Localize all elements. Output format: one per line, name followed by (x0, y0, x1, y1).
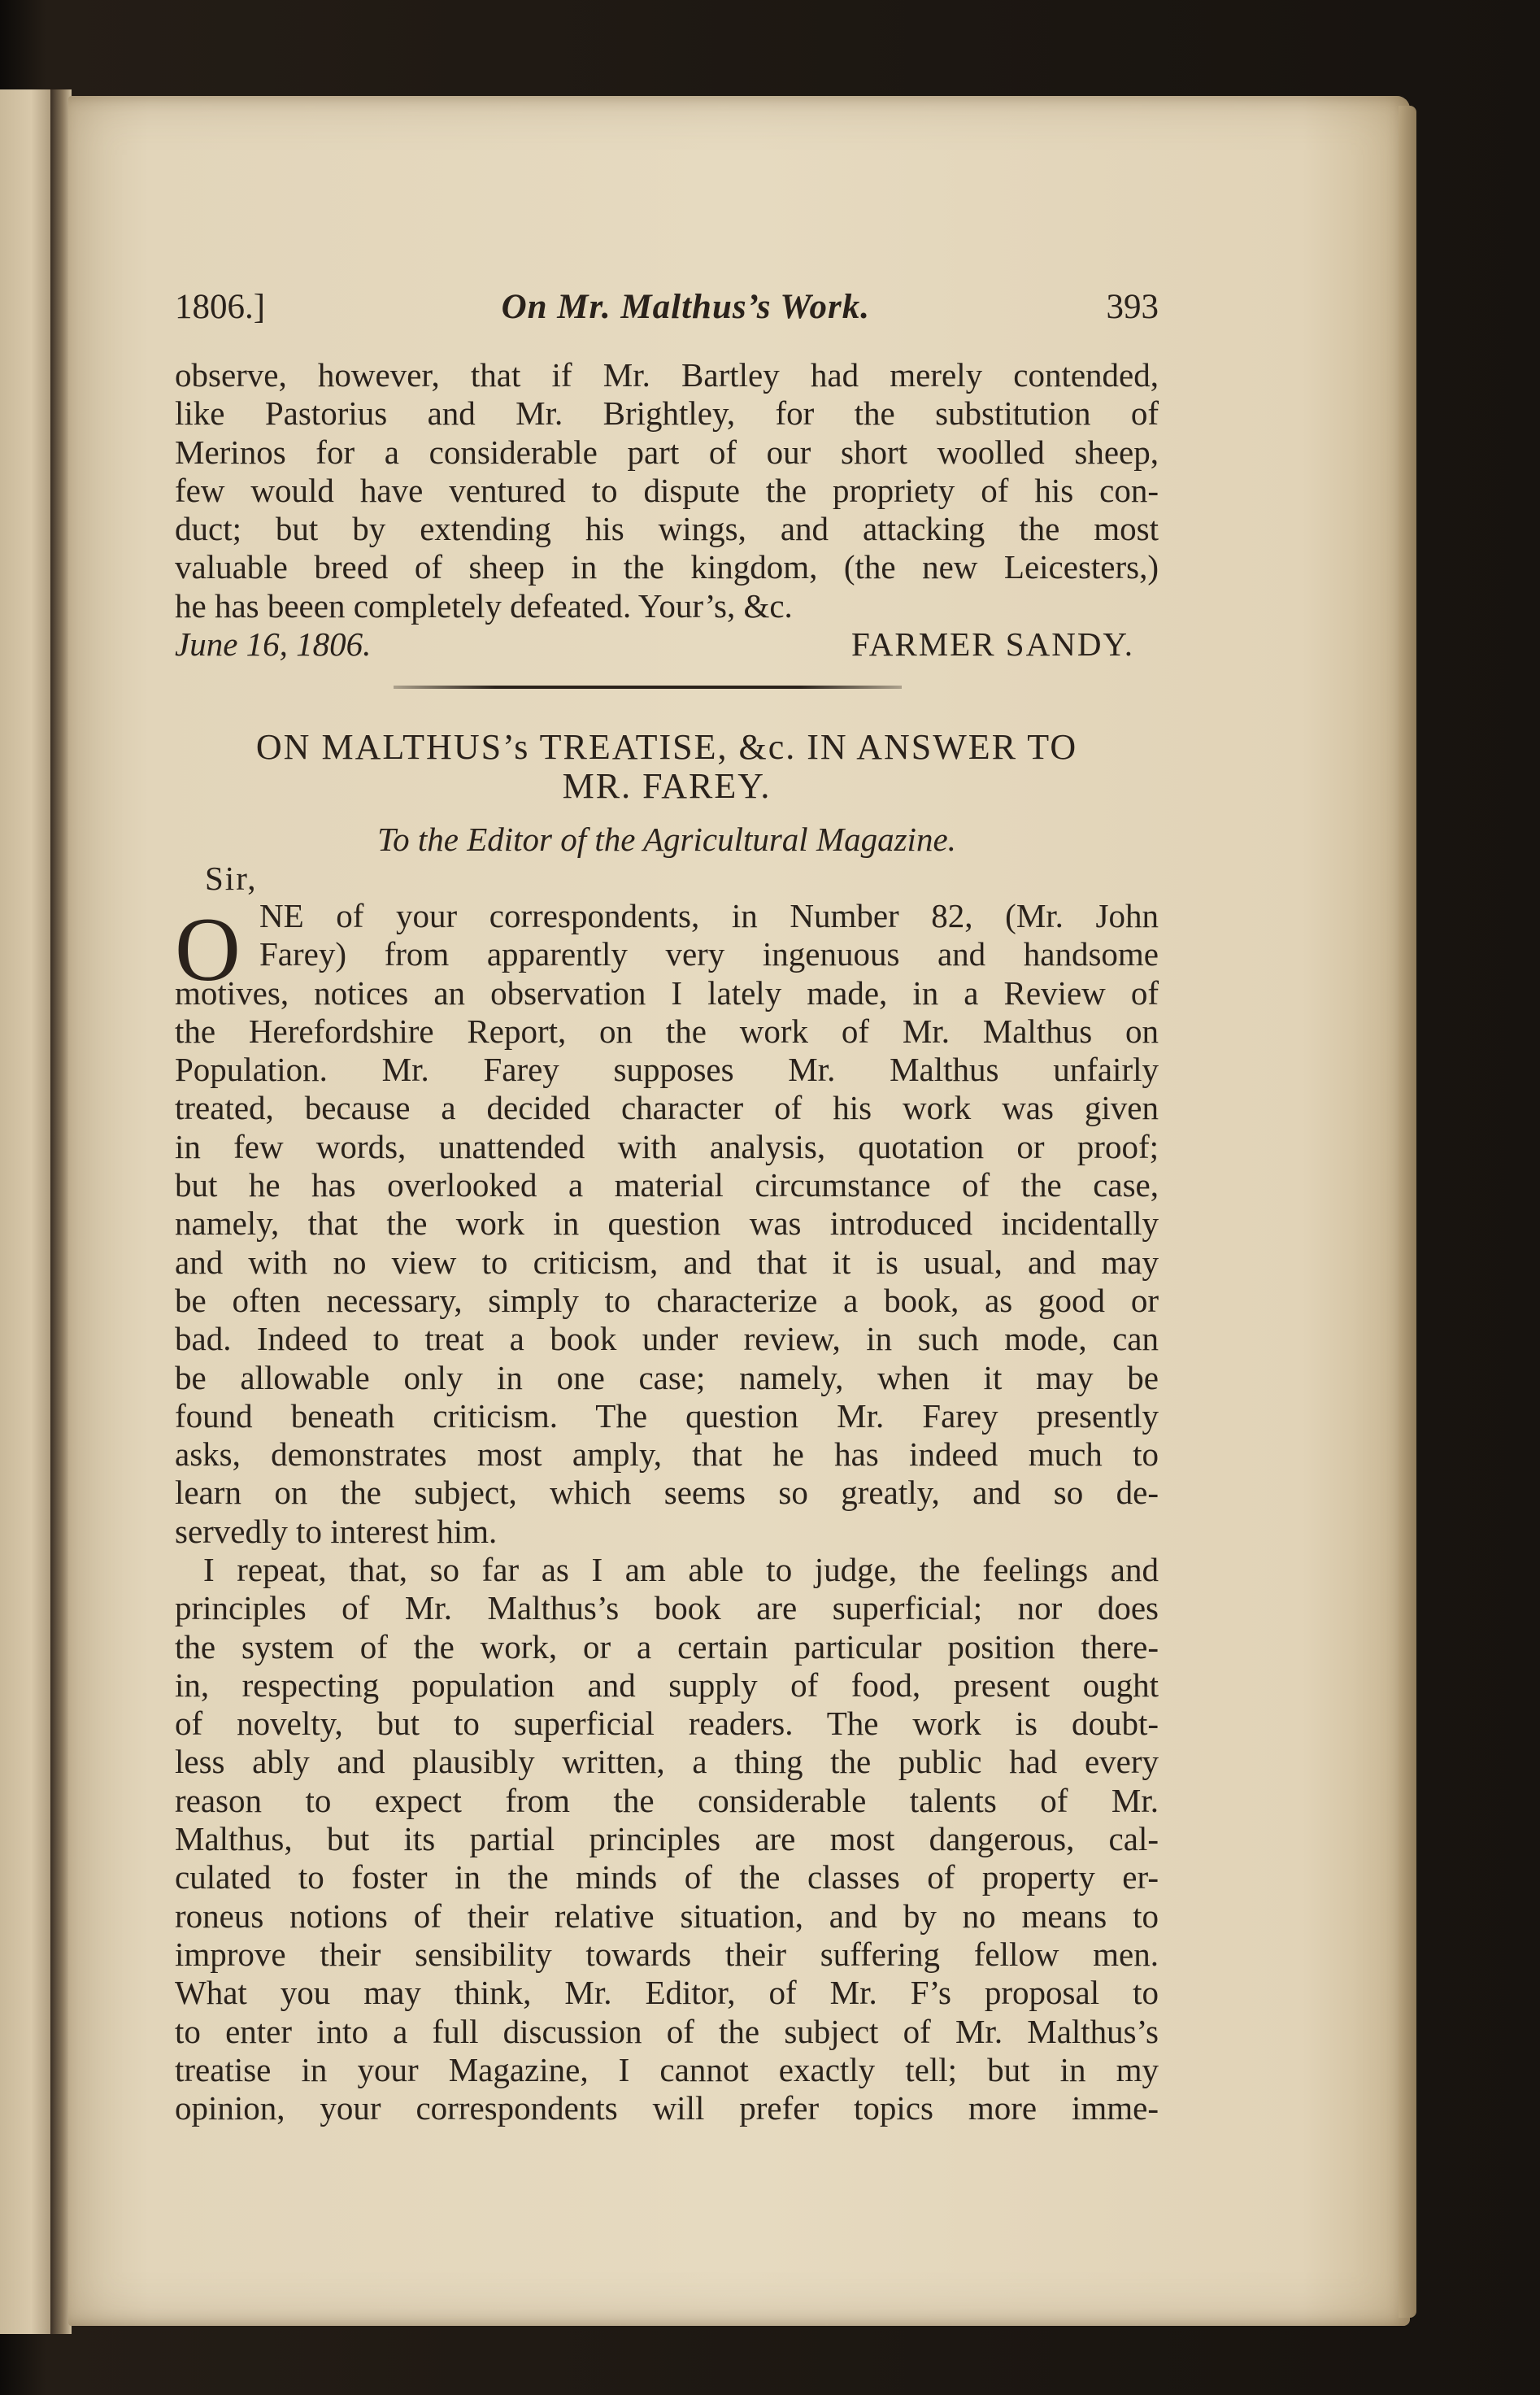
text-line: and with no view to criticism, and that it is usual, and may (175, 1243, 1159, 1281)
text-line: but he has overlooked a material circumstance of the case, (175, 1166, 1159, 1204)
header-year: 1806.] (175, 288, 266, 326)
header-title: On Mr. Malthus’s Work. (501, 288, 870, 326)
page-number: 393 (1106, 288, 1159, 326)
text-line: treated, because a decided character of his work was given (175, 1089, 1159, 1127)
text-line: Farey) from apparently very ingenuous and handsome (259, 935, 1159, 973)
text-line: servedly to interest him. (175, 1512, 498, 1550)
letter-date: June 16, 1806. (175, 625, 372, 664)
article-title-line: MR. FAREY. (562, 766, 772, 806)
text-line: What you may think, Mr. Editor, of Mr. F’s proposal to (175, 1974, 1159, 2012)
continuation-text (175, 356, 1159, 664)
text-line: opinion, your correspondents will prefer topics more imme- (175, 2089, 1159, 2127)
text-line: Merinos for a considerable part of our short woolled sheep, (175, 433, 1159, 471)
text-line: in, respecting population and supply of food, present ought (175, 1666, 1159, 1704)
article-title (175, 728, 1159, 806)
text-line: Malthus, but its partial principles are most dangerous, cal- (175, 1820, 1159, 1858)
text-line: to enter into a full discussion of the subject of Mr. Malthus’s (175, 2012, 1159, 2050)
letter-signature: FARMER SANDY. (850, 625, 1134, 664)
text-line: observe, however, that if Mr. Bartley had merely contended, (175, 356, 1159, 394)
text-line: I repeat, that, so far as I am able to judge, the feelings and (203, 1551, 1159, 1588)
text-line: reason to expect from the considerable talents of Mr. (175, 1781, 1159, 1819)
facing-page-edge (0, 89, 57, 2334)
paragraph-1 (175, 897, 1159, 1551)
text-line: improve their sensibility towards their suffering fellow men. (175, 1935, 1159, 1973)
running-header (175, 287, 1159, 336)
text-line: less ably and plausibly written, a thing the public had every (175, 1743, 1159, 1781)
text-line: culated to foster in the minds of the classes of property er- (175, 1858, 1159, 1896)
text-line: NE of your correspondents, in Number 82, (Mr. John (259, 897, 1159, 934)
text-line: few would have ventured to dispute the propriety of his con- (175, 471, 1159, 509)
article-title-line: ON MALTHUS’s TREATISE, &c. IN ANSWER TO (255, 727, 1078, 767)
text-line: duct; but by extending his wings, and attacking the most (175, 510, 1159, 548)
text-line: the system of the work, or a certain particular position there- (175, 1627, 1159, 1666)
signature-line (175, 625, 1159, 664)
article-dedication: To the Editor of the Agricultural Magazine. (377, 821, 956, 858)
text-line: namely, that the work in question was introduced incidentally (175, 1204, 1159, 1243)
page-fore-edge (1399, 106, 1416, 2318)
text-line: bad. Indeed to treat a book under review, in such mode, can (175, 1320, 1159, 1358)
text-line: learn on the subject, which seems so greatly, and so de- (175, 1474, 1159, 1512)
text-line: found beneath criticism. The question Mr. Farey presently (175, 1396, 1159, 1435)
text-line: treatise in your Magazine, I cannot exactly tell; but in my (175, 2050, 1159, 2088)
section-divider (394, 686, 902, 689)
text-line: in few words, unattended with analysis, quotation or proof; (175, 1127, 1159, 1165)
text-line: the Herefordshire Report, on the work of Mr. Malthus on (175, 1012, 1159, 1050)
text-line: of novelty, but to superficial readers. The work is doubt- (175, 1705, 1159, 1743)
text-line: be often necessary, simply to characterize a book, as good or (175, 1281, 1159, 1319)
drop-cap: O (175, 899, 241, 1000)
book-page (68, 96, 1410, 2326)
text-line: be allowable only in one case; namely, when it may be (175, 1358, 1159, 1396)
text-line: like Pastorius and Mr. Brightley, for the substitution of (175, 394, 1159, 433)
text-line: roneus notions of their relative situation, and by no means to (175, 1896, 1159, 1935)
paragraph-2 (175, 1551, 1159, 2127)
text-line: principles of Mr. Malthus’s book are superficial; nor does (175, 1589, 1159, 1627)
text-line: he has beeen completely defeated. Your’s, &c. (175, 586, 793, 625)
text-line: Population. Mr. Farey supposes Mr. Malthus unfairly (175, 1051, 1159, 1089)
text-line: valuable breed of sheep in the kingdom, (the new Leicesters,) (175, 548, 1159, 586)
text-line: motives, notices an observation I lately made, in a Review of (175, 973, 1159, 1012)
salutation: Sir, (205, 860, 258, 897)
text-line: asks, demonstrates most amply, that he has indeed much to (175, 1435, 1159, 1474)
